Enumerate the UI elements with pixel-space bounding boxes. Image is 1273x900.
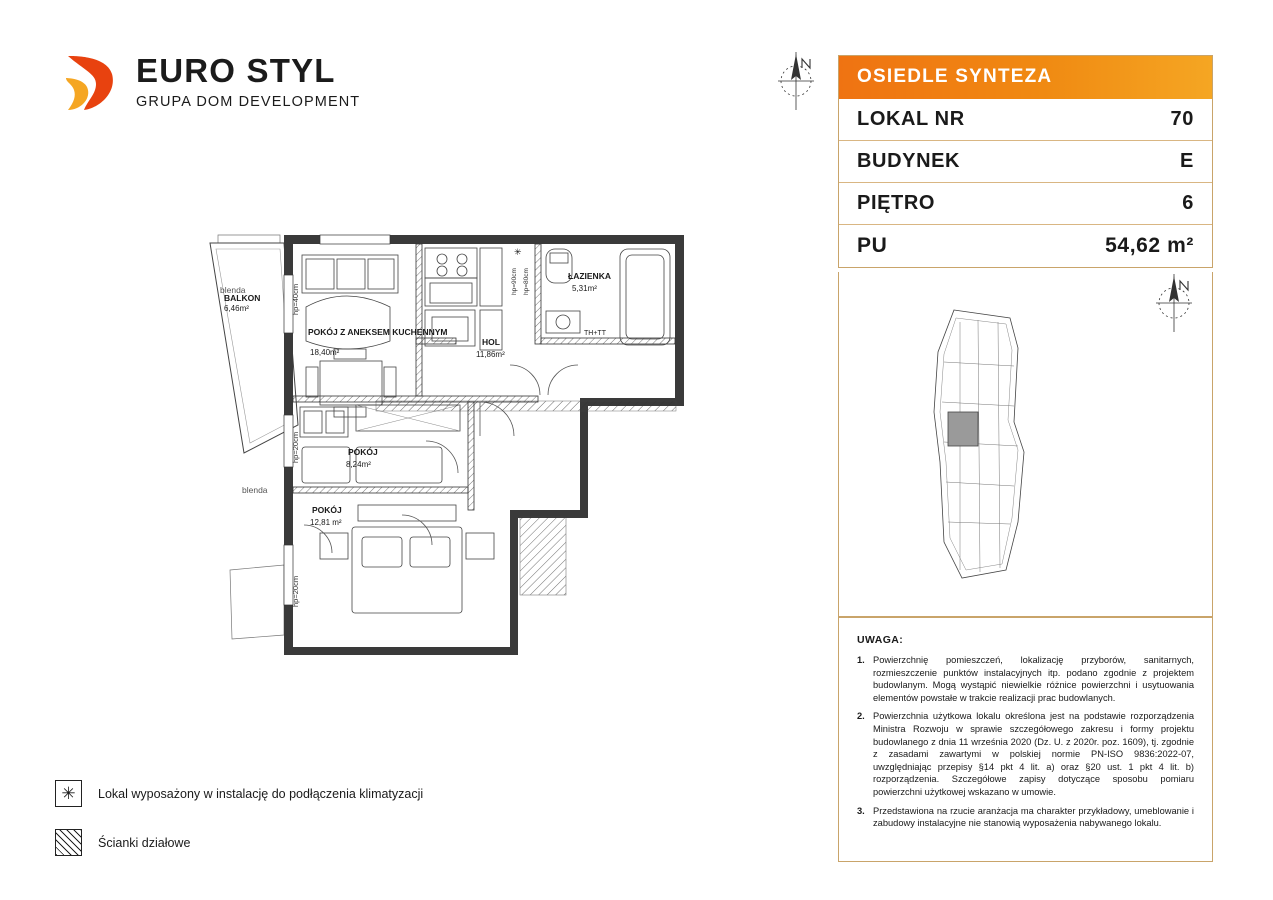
north-arrow-icon — [772, 50, 820, 117]
note-text: Powierzchnię pomieszczeń, lokalizację przyborów, sanitarnych, rozmieszczenie punktów instalacyjnych itp. podano zgodnie z projektem budowlanym. Mogą wystąpić niewielkie różnice powierzchni i usytuowania elementów powstałe w trakcie realizacji prac budowlanych. — [873, 655, 1194, 703]
logo-title: EURO STYL — [136, 52, 336, 89]
unit-info-panel — [838, 55, 1213, 268]
note-number: 1. — [857, 655, 865, 665]
note-item — [857, 805, 1194, 830]
info-row-pu — [839, 225, 1212, 267]
note-number: 3. — [857, 805, 865, 816]
room-area-balkon: 6,46m² — [224, 304, 249, 313]
info-row-budynek — [839, 141, 1212, 183]
legend-row-scianki — [55, 829, 555, 856]
plan-note-wc: hp=90cm — [511, 268, 518, 295]
notes-title: UWAGA: — [857, 634, 904, 646]
asterisk-icon: ✳ — [55, 780, 82, 807]
plan-door-label: TH+TT — [584, 330, 606, 337]
legend-label-scianki: Ścianki działowe — [98, 835, 191, 850]
room-area-pokoj-1: 8,24m² — [346, 460, 371, 469]
logo-subtitle: GRUPA DOM DEVELOPMENT — [136, 94, 361, 110]
info-value-pu: 54,62 m² — [1105, 234, 1194, 257]
room-name-lazienka: ŁAZIENKA — [568, 271, 611, 281]
room-area-pokoj-aneks: 18,40m² — [310, 348, 340, 357]
flame-logo-icon — [62, 52, 118, 114]
notes-panel — [838, 617, 1213, 862]
room-area-pokoj-2: 12,81 m² — [310, 518, 342, 527]
plan-label-blenda-bottom: blenda — [242, 485, 268, 495]
info-label-pu: PU — [857, 234, 888, 257]
room-name-pokoj-2: POKÓJ — [312, 505, 342, 515]
room-name-hol: HOL — [482, 337, 500, 347]
info-label-pietro: PIĘTRO — [857, 192, 936, 214]
hatch-swatch-icon — [55, 829, 82, 856]
room-name-pokoj-1: POKÓJ — [348, 447, 378, 457]
info-label-lokal: LOKAL NR — [857, 108, 965, 130]
plan-dim-balkon: hp=40cm — [291, 283, 300, 315]
legend-row-klimatyzacja — [55, 780, 555, 807]
info-value-budynek: E — [1180, 150, 1194, 172]
info-value-pietro: 6 — [1182, 192, 1194, 214]
room-name-pokoj-aneks: POKÓJ Z ANEKSEM KUCHENNYM — [308, 327, 448, 337]
plan-label-blenda-top: blenda — [220, 285, 246, 295]
plan-asterisk-icon: ✳ — [514, 247, 522, 257]
north-arrow-icon-keyplan — [1150, 272, 1198, 339]
info-value-lokal: 70 — [1170, 108, 1194, 130]
note-text: Powierzchnia użytkowa lokalu określona jest na podstawie rozporządzenia Ministra Rozwoju w sprawie szczegółowego zakresu i formy projektu budowlanego z dnia 11 września 2020 (Dz. U. z 2020r. poz. 1609), tj. zgodnie z zasadami zawartymi w polskiej normie PN-ISO 9836:2022-07, uwzględniając przepisy §14 pkt 4 lit. a) oraz §20 ust. 1 pkt 4 lit. b) rozporządzenia. Szczegółowe zapisy dotyczące sposobu pomiaru powierzchni użytkowej wskazano w umowie. — [873, 711, 1194, 797]
info-label-budynek: BUDYNEK — [857, 150, 961, 172]
plan-dim-pokoj1: hp=20cm — [291, 431, 300, 463]
info-row-pietro — [839, 183, 1212, 225]
plan-note-bath: hp=80cm — [523, 268, 530, 295]
room-name-balkon: BALKON — [224, 293, 261, 303]
brand-logo — [62, 50, 382, 125]
note-number: 2. — [857, 711, 865, 722]
room-area-lazienka: 5,31m² — [572, 284, 597, 293]
estate-name: OSIEDLE SYNTEZA — [839, 56, 1212, 99]
room-area-hol: 11,86m² — [476, 350, 505, 359]
plan-dim-pokoj2: hp=20cm — [291, 575, 300, 607]
note-item — [857, 710, 1194, 798]
legend — [55, 780, 555, 878]
info-row-lokal — [839, 99, 1212, 141]
floor-plan — [180, 215, 740, 685]
legend-label-klimatyzacja: Lokal wyposażony w instalację do podłączenia klimatyzacji — [98, 786, 424, 801]
note-item — [857, 654, 1194, 704]
note-text: Przedstawiona na rzucie aranżacja ma charakter przykładowy, umeblowanie i zabudowy instalacyjne nie stanowią wyposażenia nabywanego lokalu. — [873, 805, 1194, 829]
